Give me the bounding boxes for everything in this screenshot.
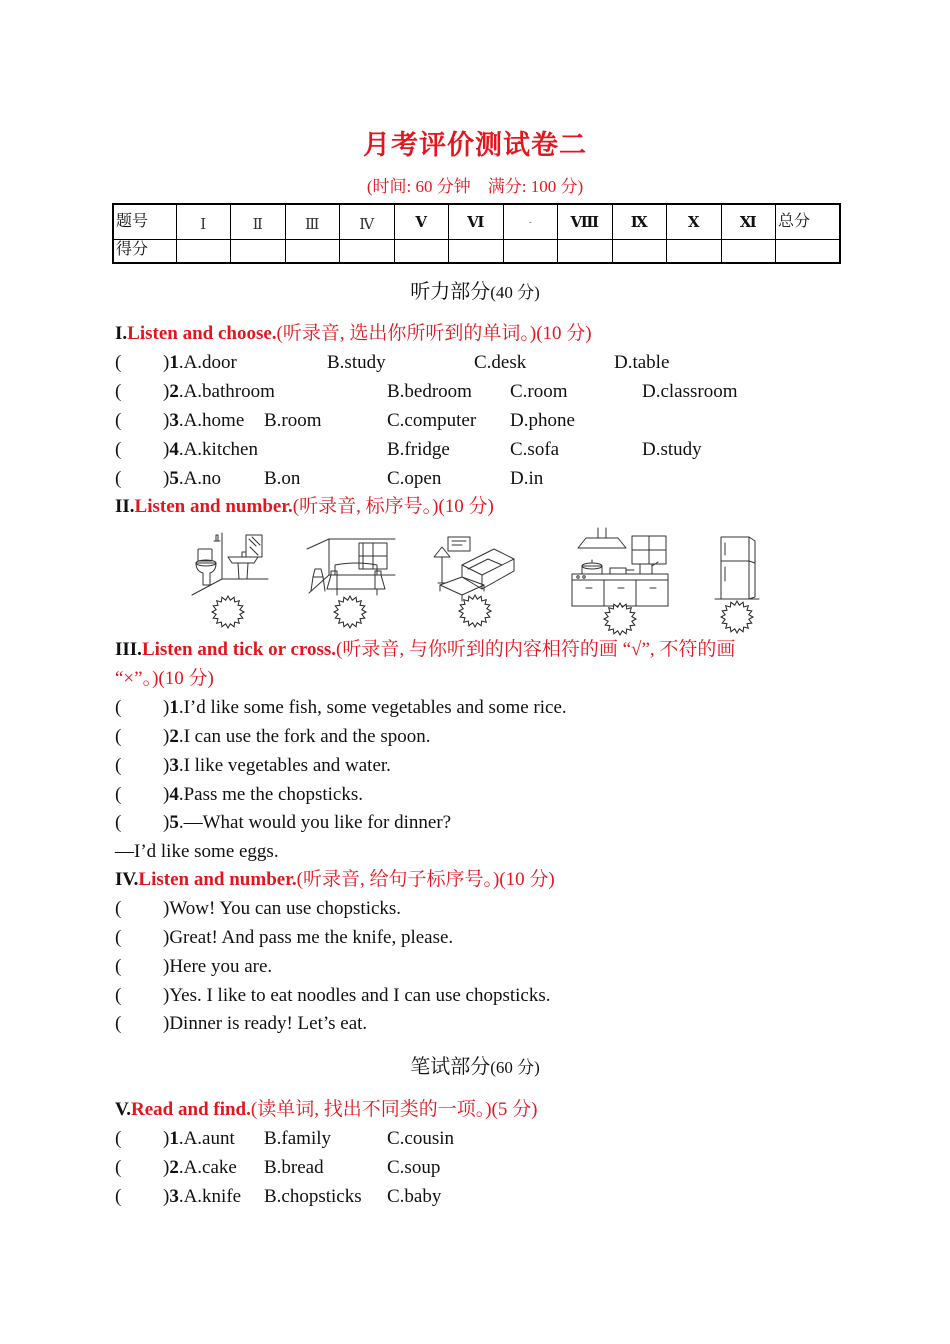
question-row bbox=[0, 466, 950, 492]
option-c: C.open bbox=[387, 468, 442, 489]
question-row bbox=[0, 1155, 950, 1181]
sentence-text: Great! And pass me the knife, please. bbox=[169, 927, 454, 948]
writing-part-points: (60 分) bbox=[490, 1058, 540, 1077]
question-row bbox=[0, 724, 950, 750]
question-stem bbox=[163, 1184, 241, 1210]
answer-bracket-open: ( bbox=[115, 812, 122, 833]
answer-bracket-open: ( bbox=[115, 697, 122, 718]
option-b: B.on bbox=[264, 468, 301, 489]
section-1-heading bbox=[115, 321, 592, 347]
number-separator: . bbox=[178, 726, 184, 747]
section-5-heading bbox=[115, 1097, 537, 1123]
option-d: D.phone bbox=[510, 410, 575, 431]
column-8: Ⅷ bbox=[558, 204, 613, 240]
column-3: Ⅲ bbox=[285, 204, 340, 240]
question-stem bbox=[163, 1155, 237, 1181]
score-cell bbox=[231, 240, 286, 264]
score-cell bbox=[776, 240, 840, 264]
number-stamp-icon bbox=[210, 594, 246, 630]
question-stem bbox=[163, 810, 451, 836]
answer-bracket-close: ) bbox=[163, 1157, 170, 1178]
column-4: Ⅳ bbox=[340, 204, 395, 240]
answer-bracket-close: ) bbox=[163, 812, 170, 833]
column-9: Ⅸ bbox=[612, 204, 667, 240]
question-stem bbox=[163, 350, 237, 376]
section-3-header bbox=[0, 637, 950, 663]
sentence-row bbox=[0, 1011, 950, 1037]
option-c: C.cousin bbox=[387, 1128, 455, 1149]
option-b: B.family bbox=[264, 1128, 332, 1149]
number-separator: . bbox=[178, 410, 184, 431]
answer-bracket-close: ) bbox=[163, 898, 170, 919]
question-number: 4 bbox=[169, 439, 179, 460]
score-table-score-row bbox=[113, 240, 840, 264]
column-10: Ⅹ bbox=[667, 204, 722, 240]
score-table-header-row bbox=[113, 204, 840, 240]
option-c: C.soup bbox=[387, 1157, 441, 1178]
option-a: A.cake bbox=[183, 1157, 237, 1178]
question-stem bbox=[163, 695, 567, 721]
number-separator: . bbox=[178, 381, 184, 402]
question-row bbox=[0, 1126, 950, 1152]
bathroom-picture bbox=[188, 533, 268, 599]
number-stamp-icon bbox=[602, 601, 638, 637]
answer-bracket-open: ( bbox=[115, 755, 122, 776]
number-separator: . bbox=[178, 439, 184, 460]
dialogue-reply-row bbox=[0, 839, 950, 865]
question-number: 2 bbox=[169, 1157, 179, 1178]
living-room-picture bbox=[307, 535, 395, 601]
option-a: A.kitchen bbox=[183, 439, 258, 460]
fridge-picture bbox=[713, 535, 761, 603]
option-b: B.bread bbox=[264, 1157, 324, 1178]
option-d: D.classroom bbox=[642, 381, 738, 402]
score-cell bbox=[340, 240, 395, 264]
option-a: A.home bbox=[183, 410, 245, 431]
question-row bbox=[0, 753, 950, 779]
option-a: A.door bbox=[183, 352, 237, 373]
section-instruction: (听录音, 选出你所听到的单词。)(10 分) bbox=[276, 323, 592, 344]
option-c: C.baby bbox=[387, 1186, 442, 1207]
section-5-header bbox=[0, 1097, 950, 1123]
question-number: 1 bbox=[169, 1128, 179, 1149]
question-stem bbox=[163, 408, 244, 434]
question-stem bbox=[163, 753, 391, 779]
answer-bracket-open: ( bbox=[115, 439, 122, 460]
option-a: A.no bbox=[183, 468, 222, 489]
score-cell bbox=[503, 240, 558, 264]
section-2-heading bbox=[115, 494, 494, 520]
question-row bbox=[0, 810, 950, 836]
answer-bracket-open: ( bbox=[115, 784, 122, 805]
question-row bbox=[0, 437, 950, 463]
question-stem bbox=[163, 437, 258, 463]
section-1-header bbox=[0, 321, 950, 347]
sentence-stem bbox=[163, 925, 453, 951]
section-numeral: III. bbox=[115, 639, 142, 660]
question-number: 2 bbox=[169, 726, 179, 747]
column-6: Ⅵ bbox=[449, 204, 504, 240]
answer-bracket-close: ) bbox=[163, 697, 170, 718]
writing-part-heading bbox=[0, 1053, 950, 1081]
answer-bracket-close: ) bbox=[163, 985, 170, 1006]
score-cell bbox=[558, 240, 613, 264]
answer-bracket-close: ) bbox=[163, 956, 170, 977]
number-separator: . bbox=[178, 812, 184, 833]
section-title: Listen and number. bbox=[134, 496, 293, 517]
sentence-row bbox=[0, 925, 950, 951]
question-number: 1 bbox=[169, 697, 179, 718]
score-cell bbox=[667, 240, 722, 264]
total-score-label: 总分 bbox=[776, 204, 840, 240]
answer-bracket-open: ( bbox=[115, 927, 122, 948]
answer-bracket-close: ) bbox=[163, 1128, 170, 1149]
column-2: Ⅱ bbox=[231, 204, 286, 240]
section-instruction: (听录音, 给句子标序号。)(10 分) bbox=[296, 869, 555, 890]
section-numeral: IV. bbox=[115, 869, 139, 890]
number-separator: . bbox=[178, 697, 184, 718]
answer-bracket-open: ( bbox=[115, 1157, 122, 1178]
column-11: Ⅺ bbox=[721, 204, 776, 240]
number-separator: . bbox=[178, 1128, 184, 1149]
question-stem bbox=[163, 1126, 235, 1152]
section-numeral: II. bbox=[115, 496, 135, 517]
answer-bracket-close: ) bbox=[163, 1013, 170, 1034]
answer-bracket-open: ( bbox=[115, 956, 122, 977]
section-title: Listen and number. bbox=[138, 869, 297, 890]
question-row bbox=[0, 350, 950, 376]
answer-bracket-open: ( bbox=[115, 726, 122, 747]
answer-bracket-open: ( bbox=[115, 352, 122, 373]
answer-bracket-close: ) bbox=[163, 927, 170, 948]
question-number: 3 bbox=[169, 1186, 179, 1207]
option-c: C.desk bbox=[474, 352, 527, 373]
option-d: D.table bbox=[614, 352, 670, 373]
exam-time-and-score: (时间: 60 分钟 满分: 100 分) bbox=[366, 177, 584, 196]
option-d: D.in bbox=[510, 468, 544, 489]
question-number: 3 bbox=[169, 755, 179, 776]
question-number: 4 bbox=[169, 784, 179, 805]
option-c: C.room bbox=[510, 381, 568, 402]
question-number: 5 bbox=[169, 812, 179, 833]
option-b: B.chopsticks bbox=[264, 1186, 362, 1207]
column-5: Ⅴ bbox=[394, 204, 449, 240]
answer-bracket-open: ( bbox=[115, 410, 122, 431]
section-3-heading bbox=[115, 637, 735, 663]
option-a: A.bathroom bbox=[183, 381, 275, 402]
answer-bracket-close: ) bbox=[163, 410, 170, 431]
answer-bracket-close: ) bbox=[163, 352, 170, 373]
option-b: B.fridge bbox=[387, 439, 450, 460]
section-instruction: “×”。)(10 分) bbox=[115, 668, 214, 689]
answer-bracket-open: ( bbox=[115, 468, 122, 489]
option-a: A.aunt bbox=[183, 1128, 235, 1149]
column-7: - bbox=[503, 204, 558, 240]
answer-bracket-close: ) bbox=[163, 755, 170, 776]
score-label: 得分 bbox=[113, 240, 176, 264]
section-title: Listen and choose. bbox=[127, 323, 277, 344]
score-table bbox=[112, 203, 841, 264]
answer-bracket-open: ( bbox=[115, 985, 122, 1006]
answer-bracket-open: ( bbox=[115, 1013, 122, 1034]
sentence-text: Here you are. bbox=[169, 956, 273, 977]
section-numeral: V. bbox=[115, 1099, 132, 1120]
question-text: I’d like some fish, some vegetables and some rice. bbox=[183, 697, 567, 718]
number-stamp-icon bbox=[719, 599, 755, 635]
option-b: B.bedroom bbox=[387, 381, 472, 402]
dialogue-reply: —I’d like some eggs. bbox=[115, 841, 279, 862]
section-instruction: (读单词, 找出不同类的一项。)(5 分) bbox=[250, 1099, 538, 1120]
sentence-row bbox=[0, 983, 950, 1009]
question-text: I can use the fork and the spoon. bbox=[183, 726, 431, 747]
number-separator: . bbox=[178, 1186, 184, 1207]
writing-part-label: 笔试部分 bbox=[410, 1056, 491, 1078]
answer-bracket-close: ) bbox=[163, 1186, 170, 1207]
answer-bracket-open: ( bbox=[115, 1186, 122, 1207]
section-instruction: (听录音, 与你听到的内容相符的画 “√”, 不符的画 bbox=[336, 639, 736, 660]
question-text: —What would you like for dinner? bbox=[183, 812, 452, 833]
page-title: 月考评价测试卷二 bbox=[363, 130, 587, 160]
option-c: C.computer bbox=[387, 410, 477, 431]
question-number: 2 bbox=[169, 381, 179, 402]
question-row bbox=[0, 695, 950, 721]
answer-bracket-open: ( bbox=[115, 381, 122, 402]
sentence-stem bbox=[163, 954, 272, 980]
sentence-row bbox=[0, 954, 950, 980]
number-stamp-icon bbox=[457, 593, 493, 629]
section-title: Listen and tick or cross. bbox=[141, 639, 337, 660]
answer-bracket-open: ( bbox=[115, 1128, 122, 1149]
section-4-heading bbox=[115, 867, 555, 893]
question-number: 1 bbox=[169, 352, 179, 373]
score-cell bbox=[394, 240, 449, 264]
sentence-stem bbox=[163, 1011, 367, 1037]
question-row bbox=[0, 379, 950, 405]
option-c: C.sofa bbox=[510, 439, 560, 460]
section-instruction: (听录音, 标序号。)(10 分) bbox=[292, 496, 494, 517]
number-separator: . bbox=[178, 352, 184, 373]
answer-bracket-open: ( bbox=[115, 898, 122, 919]
listening-part-heading bbox=[0, 278, 950, 306]
score-cell bbox=[612, 240, 667, 264]
question-row bbox=[0, 782, 950, 808]
section-2-header bbox=[0, 494, 950, 520]
option-d: D.study bbox=[642, 439, 702, 460]
sentence-text: Yes. I like to eat noodles and I can use chopsticks. bbox=[169, 985, 551, 1006]
question-stem bbox=[163, 724, 431, 750]
score-cell bbox=[176, 240, 231, 264]
answer-bracket-close: ) bbox=[163, 439, 170, 460]
answer-bracket-close: ) bbox=[163, 381, 170, 402]
answer-bracket-close: ) bbox=[163, 726, 170, 747]
listening-part-points: (40 分) bbox=[490, 283, 540, 302]
option-b: B.room bbox=[264, 410, 322, 431]
answer-bracket-close: ) bbox=[163, 468, 170, 489]
sentence-text: Dinner is ready! Let’s eat. bbox=[169, 1013, 368, 1034]
question-row bbox=[0, 408, 950, 434]
question-stem bbox=[163, 466, 221, 492]
number-stamp-icon bbox=[332, 594, 368, 630]
number-separator: . bbox=[178, 468, 184, 489]
column-1: Ⅰ bbox=[176, 204, 231, 240]
number-separator: . bbox=[178, 755, 184, 776]
question-number: 3 bbox=[169, 410, 179, 431]
sentence-stem bbox=[163, 983, 551, 1009]
score-cell bbox=[285, 240, 340, 264]
listening-part-label: 听力部分 bbox=[410, 281, 491, 303]
score-cell bbox=[449, 240, 504, 264]
answer-bracket-close: ) bbox=[163, 784, 170, 805]
question-stem bbox=[163, 379, 275, 405]
question-row bbox=[0, 1184, 950, 1210]
number-separator: . bbox=[178, 1157, 184, 1178]
section-3-header-continued bbox=[0, 666, 950, 692]
section-title: Read and find. bbox=[131, 1099, 251, 1120]
sofa-lamp-picture bbox=[432, 535, 518, 601]
question-text: I like vegetables and water. bbox=[183, 755, 391, 776]
sentence-row bbox=[0, 896, 950, 922]
question-stem bbox=[163, 782, 363, 808]
question-text: Pass me the chopsticks. bbox=[183, 784, 364, 805]
section-4-header bbox=[0, 867, 950, 893]
question-number: 5 bbox=[169, 468, 179, 489]
sentence-text: Wow! You can use chopsticks. bbox=[169, 898, 402, 919]
option-a: A.knife bbox=[183, 1186, 242, 1207]
kitchen-picture bbox=[568, 528, 672, 608]
sentence-stem bbox=[163, 896, 401, 922]
section-numeral: I. bbox=[115, 323, 128, 344]
question-number-label: 题号 bbox=[113, 204, 176, 240]
option-b: B.study bbox=[327, 352, 386, 373]
number-separator: . bbox=[178, 784, 184, 805]
score-cell bbox=[721, 240, 776, 264]
